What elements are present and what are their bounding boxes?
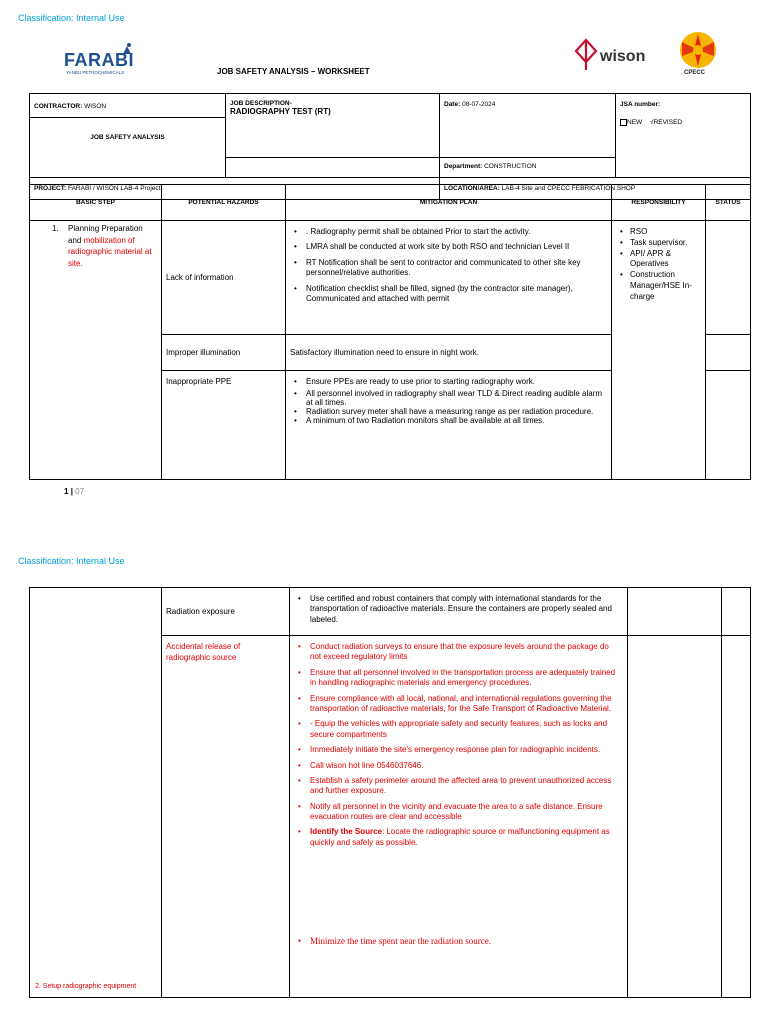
revised-check-icon: √ — [649, 119, 654, 127]
hazard-radiation-exposure: Radiation exposure — [162, 588, 290, 636]
mitigation4-item: • Use certified and robust containers that comply with international standards for the transportation of radioactive materials. Ensure the containers are properly sealed and labeled. — [294, 594, 619, 625]
jsa-text: JOB SAFETY ANALYSIS — [90, 134, 165, 141]
responsibility-item: • Construction Manager/HSE In-charge — [612, 270, 705, 302]
mitigation3-item: • A minimum of two Radiation monitors shall be available at all times. — [290, 417, 603, 426]
step1-number: 1. — [52, 224, 59, 233]
hazard-improper-illumination: Improper illumination — [162, 335, 286, 371]
job-description-label: JOB DESCRIPTION- — [230, 100, 292, 107]
hazard-inappropriate-ppe: Inappropriate PPE — [162, 371, 286, 480]
column-responsibility: RESPONSIBILITY — [612, 185, 706, 221]
mitigation4-cell — [290, 588, 628, 636]
status-cell — [722, 636, 751, 998]
revision-options — [620, 119, 746, 126]
mitigation5-item: • Immediately initiate the site's emergency response plan for radiographic incidents. — [294, 745, 619, 755]
revised-label: REVISED — [653, 119, 683, 127]
farabi-logo-sub: YANBU PETROCHEMICALS — [66, 70, 125, 75]
mitigation2: Satisfactory illumination need to ensure in night work. — [286, 335, 612, 371]
jsa-table-page2 — [29, 587, 751, 998]
contractor-value: WISON — [84, 103, 107, 110]
page-footer: 1 | 07 — [64, 487, 85, 496]
location-label: LOCATION/AREA: — [444, 185, 500, 192]
mitigation5-item: • Notify all personnel in the vicinity and evacuate the area to a safe distance. Ensure evacuation routes are clear and accessible — [294, 802, 619, 823]
status-cell — [706, 335, 751, 371]
mitigation3-item: • Radiation survey meter shall have a measuring range as per radiation procedure. — [290, 408, 603, 417]
worksheet-title: JOB SAFETY ANALYSIS – WORKSHEET — [217, 67, 370, 76]
status-cell — [722, 588, 751, 636]
date-label: Date: — [444, 101, 461, 108]
mitigation3-list — [290, 377, 603, 426]
hazard-lack-of-information: Lack of information — [162, 221, 286, 335]
jsa-number-cell — [616, 94, 751, 178]
contractor-label: CONTRACTOR: — [34, 103, 83, 110]
step1-cell — [30, 221, 162, 480]
mitigation5-item-identify — [294, 827, 619, 848]
date-cell — [440, 94, 616, 158]
mitigation1-item: • LMRA shall be conducted at work site by both RSO and technician Level II — [290, 242, 603, 252]
cpecc-logo — [672, 30, 724, 80]
mitigation5-item: • Conduct radiation surveys to ensure that the exposure levels around the package do not exceed regulatory limits — [294, 642, 619, 663]
mitigation3-item: • All personnel involved in radiography shall wear TLD & Direct reading audible alarm at all times. — [290, 390, 603, 408]
classification-label-page2: Classification: Internal Use — [18, 556, 125, 566]
mitigation1-item: • . Radiography permit shall be obtained Prior to start the activity. — [290, 227, 603, 237]
status-cell — [706, 371, 751, 480]
cpecc-emblem-icon — [674, 30, 722, 70]
mitigation5-item: • Ensure that all personnel involved in the transportation process are adequately trained in handling radiographic materials and emergency procedures. — [294, 668, 619, 689]
mitigation1-list — [290, 227, 603, 304]
mitigation3-item: • Ensure PPEs are ready to use prior to starting radiography work. — [290, 377, 603, 387]
mitigation6-list — [294, 936, 619, 948]
step2-text: 2. Setup radiographic equipment — [35, 983, 137, 990]
department-label: Department: — [444, 163, 483, 170]
mitigation6-item: • Minimize the time spent near the radiation source. — [294, 936, 619, 948]
page-number: 1 — [64, 487, 69, 496]
mitigation5-cell — [290, 636, 628, 998]
mitigation1-item: • Notification checklist shall be filled, signed (by the contractor site manager), Communicated and attached with permit — [290, 284, 603, 305]
contractor-cell — [30, 94, 226, 118]
step1-text-black: Planning Preparation and — [68, 224, 143, 245]
responsibility-item: • Task supervisor. — [612, 238, 705, 249]
column-potential-hazards: POTENTIAL HAZARDS — [162, 185, 286, 221]
responsibility-item: • API/ APR & Operatives — [612, 249, 705, 271]
job-description-cell — [226, 94, 440, 158]
farabi-logo — [64, 42, 154, 78]
column-mitigation-plan: MITIGATION PLAN — [286, 185, 612, 221]
identify-source-rest: : Locate the radiographic source or malfunctioning equipment as quickly and safely as possible. — [310, 827, 610, 847]
jsa-table-page1 — [29, 184, 751, 480]
mitigation5-list — [294, 642, 619, 848]
project-value: FARABI / WISON LAB-4 Project — [67, 185, 161, 192]
identify-source-bold: Identify the Source — [310, 827, 383, 837]
new-label: NEW — [627, 119, 643, 127]
responsibility-cell — [612, 221, 706, 480]
farabi-logo-text: FARABI — [64, 50, 134, 70]
mitigation1-cell — [286, 221, 612, 335]
wison-logo-text: wison — [600, 48, 646, 65]
new-checkbox[interactable] — [620, 119, 627, 126]
column-status: STATUS — [706, 185, 751, 221]
job-description-value: RADIOGRAPHY TEST (RT) — [230, 107, 331, 116]
department-cell — [440, 158, 616, 178]
jsa-number-label: JSA number: — [620, 101, 661, 108]
mitigation5-item: • Establish a safety perimeter around the affected area to prevent unauthorized access and further exposure. — [294, 776, 619, 797]
wison-emblem-icon — [574, 38, 600, 72]
department-value: CONSTRUCTION — [484, 163, 537, 170]
step2-cell — [30, 588, 162, 998]
responsibility-cell-p2 — [628, 636, 722, 998]
wison-logo — [574, 38, 664, 72]
step1-text — [52, 223, 157, 269]
mitigation1-item: • RT Notification shall be sent to contractor and communicated to other site key personnel/relative authorities. — [290, 258, 603, 279]
mitigation5-item: • Call wison hot line 0546037646. — [294, 761, 619, 771]
responsibility-list — [612, 227, 705, 303]
mitigation3-cell — [286, 371, 612, 480]
column-basic-step: BASIC STEP — [30, 185, 162, 221]
classification-label: Classification: Internal Use — [18, 13, 125, 23]
cpecc-logo-text: CPECC — [684, 70, 706, 76]
hazard-accidental-release: Accidental release of radiographic source — [162, 636, 290, 998]
location-value: LAB-4 Site and CPECC FEBRICATION SHOP — [501, 185, 636, 192]
responsibility-item: • RSO — [612, 227, 705, 238]
mitigation4-list — [294, 594, 619, 625]
mitigation5-item: • Ensure compliance with all local, national, and international regulations governing the transportation of radioactive materials, for the Safe Transport of Radioactive Material. — [294, 694, 619, 715]
step1-text-red: mobilization of radiographic material at site. — [68, 235, 152, 268]
mitigation5-item: • - Equip the vehicles with appropriate safety and security features, such as locks and secure compartments — [294, 719, 619, 740]
date-value: 08-07-2024 — [462, 101, 496, 108]
page-total: 07 — [75, 487, 85, 496]
jsa-text-cell — [30, 118, 226, 178]
project-label: PROJECT: — [34, 185, 67, 192]
status-cell — [706, 221, 751, 335]
responsibility-cell-p2 — [628, 588, 722, 636]
